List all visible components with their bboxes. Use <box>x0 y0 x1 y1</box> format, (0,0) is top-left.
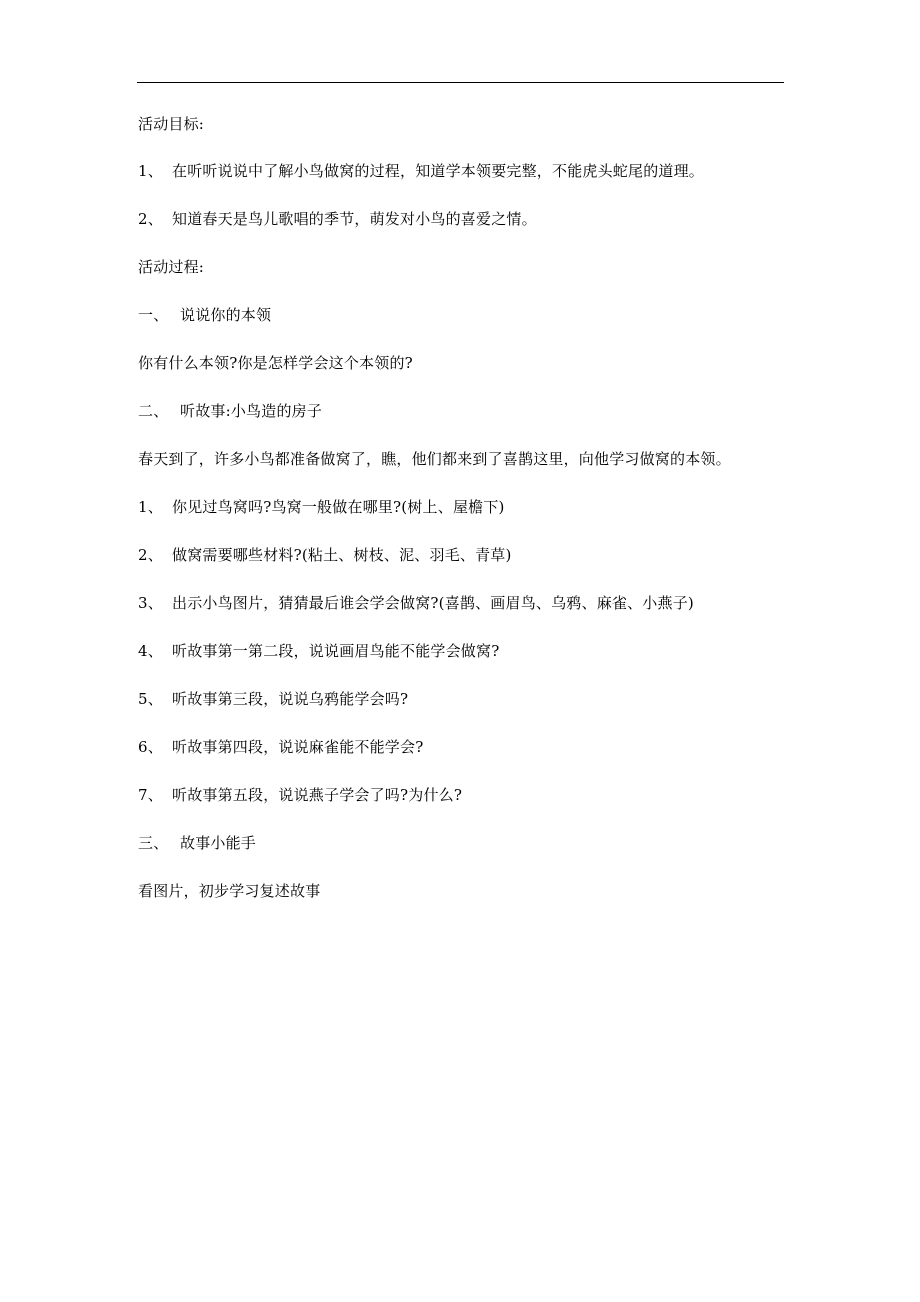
item-number: 5、 <box>138 690 163 708</box>
item-number: 1、 <box>138 162 163 180</box>
section-number: 一、 <box>138 306 169 324</box>
section-title: 说说你的本领 <box>180 306 272 324</box>
section-body: 看图片，初步学习复述故事 <box>138 882 321 900</box>
section-heading <box>138 401 322 421</box>
process-item <box>138 497 505 517</box>
section-title: 故事小能手 <box>180 834 257 852</box>
item-text: 在听听说说中了解小鸟做窝的过程，知道学本领要完整，不能虎头蛇尾的道理。 <box>172 162 705 180</box>
objectives-heading: 活动目标: <box>138 115 205 133</box>
section-body: 你有什么本领?你是怎样学会这个本领的? <box>138 354 413 372</box>
item-number: 2、 <box>138 546 163 564</box>
item-text: 听故事第四段，说说麻雀能不能学会? <box>172 738 424 756</box>
item-text: 出示小鸟图片，猜猜最后谁会学会做窝?(喜鹊、画眉鸟、乌鸦、麻雀、小燕子) <box>172 594 694 612</box>
process-item <box>138 689 408 709</box>
item-number: 2、 <box>138 210 163 228</box>
item-text: 做窝需要哪些材料?(粘土、树枝、泥、羽毛、青草) <box>172 546 512 564</box>
item-text: 听故事第一第二段，说说画眉鸟能不能学会做窝? <box>172 642 500 660</box>
section-body: 春天到了，许多小鸟都准备做窝了，瞧，他们都来到了喜鹊这里，向他学习做窝的本领。 <box>138 450 731 468</box>
process-heading: 活动过程: <box>138 258 205 276</box>
section-title: 听故事:小鸟造的房子 <box>180 402 323 420</box>
section-heading <box>138 833 256 853</box>
process-item <box>138 545 512 565</box>
item-number: 7、 <box>138 786 163 804</box>
process-item <box>138 737 423 757</box>
item-text: 听故事第三段，说说乌鸦能学会吗? <box>172 690 409 708</box>
item-text: 听故事第五段，说说燕子学会了吗?为什么? <box>172 786 463 804</box>
item-number: 4、 <box>138 642 163 660</box>
section-number: 二、 <box>138 402 169 420</box>
item-text: 知道春天是鸟儿歌唱的季节，萌发对小鸟的喜爱之情。 <box>172 210 537 228</box>
process-item <box>138 593 694 613</box>
item-text: 你见过鸟窝吗?鸟窝一般做在哪里?(树上、屋檐下) <box>172 498 505 516</box>
item-number: 6、 <box>138 738 163 756</box>
objective-item <box>138 161 704 181</box>
header-rule <box>137 82 784 83</box>
process-item <box>138 641 499 661</box>
item-number: 3、 <box>138 594 163 612</box>
process-item <box>138 785 462 805</box>
objective-item <box>138 209 537 229</box>
item-number: 1、 <box>138 498 163 516</box>
section-heading <box>138 305 271 325</box>
section-number: 三、 <box>138 834 169 852</box>
